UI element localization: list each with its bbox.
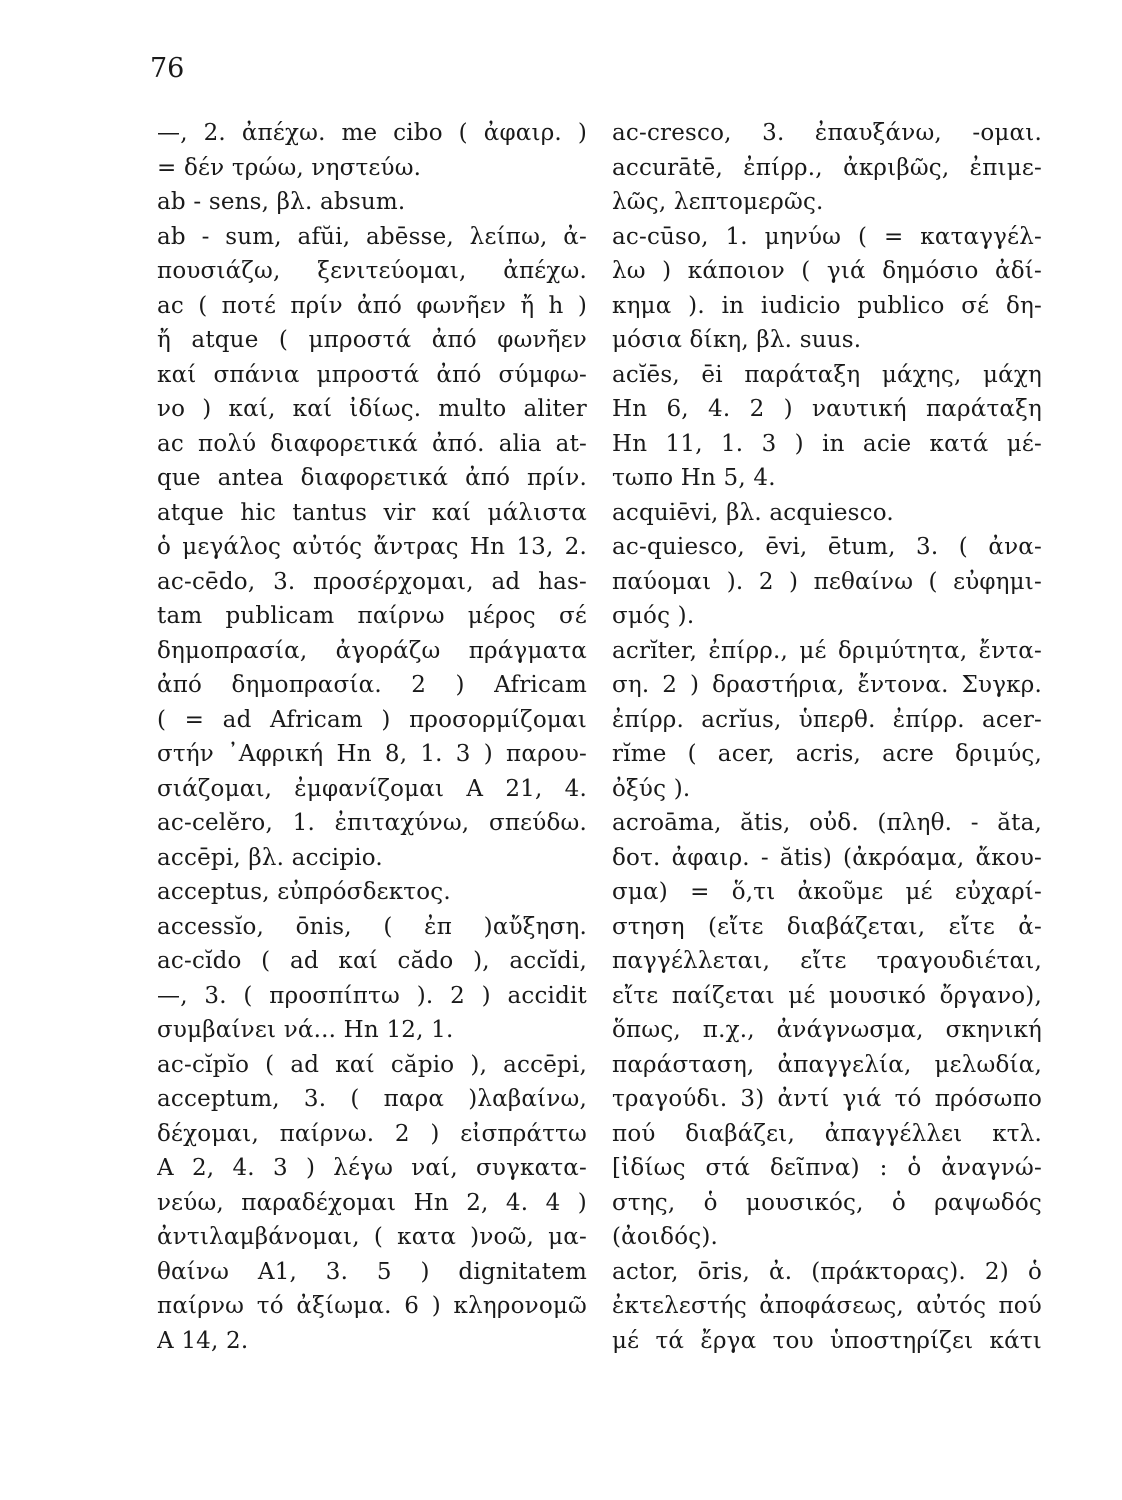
dictionary-line: πουσιάζω, ξενιτεύομαι, ἀπέχω.	[157, 258, 587, 284]
dictionary-line: acceptus, εὐπρόσδεκτος.	[157, 879, 451, 905]
dictionary-line: A 2, 4. 3 ) λέγω ναί, συγκατα-	[157, 1155, 587, 1181]
dictionary-line: ac ( ποτέ πρίν ἀπό φωνῆεν ἤ h )	[157, 292, 587, 319]
dictionary-line: acroāma, ătis, οὐδ. (πληθ. - ăta,	[612, 810, 1042, 836]
dictionary-line: acĭēs, ēi παράταξη μάχης, μάχη	[612, 361, 1042, 388]
dictionary-line: accessĭo, ōnis, ( ἐπ )αὔξηση.	[157, 913, 587, 940]
dictionary-line: acrĭter, ἐπίρρ., μέ δριμύτητα, ἔντα-	[612, 637, 1042, 664]
dictionary-line: A 14, 2.	[157, 1327, 249, 1354]
dictionary-line: παράσταση, ἀπαγγελία, μελωδία,	[612, 1051, 1042, 1078]
dictionary-line: τωπο Hn 5, 4.	[612, 465, 776, 491]
dictionary-line: ( = ad Africam ) προσορμίζομαι	[157, 706, 587, 733]
dictionary-line: ac-cresco, 3. ἐπαυξάνω, -ομαι.	[612, 120, 1042, 146]
dictionary-line: δέχομαι, παίρνω. 2 ) εἰσπράττω	[157, 1120, 587, 1147]
dictionary-line: ἀπό δημοπρασία. 2 ) Africam	[157, 672, 587, 698]
dictionary-line: ac-celĕro, 1. ἐπιταχύνω, σπεύδω.	[157, 810, 587, 836]
dictionary-line: ἀντιλαμβάνομαι, ( κατα )νοῶ, μα-	[157, 1224, 587, 1250]
dictionary-line: σμός ).	[612, 603, 695, 629]
dictionary-line: acceptum, 3. ( παρα )λαβαίνω,	[157, 1086, 587, 1112]
dictionary-line: accurātē, ἐπίρρ., ἀκριβῶς, ἐπιμε-	[612, 154, 1042, 181]
dictionary-line: ab - sens, βλ. absum.	[157, 189, 406, 215]
dictionary-line: λῶς, λεπτομερῶς.	[612, 189, 824, 215]
dictionary-line: μέ τά ἔργα του ὑποστηρίζει κάτι	[612, 1327, 1042, 1354]
dictionary-line: εἴτε παίζεται μέ μουσικό ὄργανο),	[612, 982, 1042, 1009]
dictionary-line: σμα) = ὅ,τι ἀκοῦμε μέ εὐχαρί-	[612, 879, 1042, 905]
dictionary-line: στήν ᾿Αφρική Hn 8, 1. 3 ) παρου-	[157, 741, 587, 767]
dictionary-line: παίρνω τό ἀξίωμα. 6 ) κληρονομῶ	[157, 1293, 587, 1319]
dictionary-line: ac-cēdo, 3. προσέρχομαι, ad has-	[157, 568, 587, 595]
dictionary-line: νεύω, παραδέχομαι Hn 2, 4. 4 )	[157, 1189, 587, 1216]
dictionary-line: ac-cūso, 1. μηνύω ( = καταγγέλ-	[612, 223, 1042, 250]
dictionary-line: κημα ). in iudicio publico σέ δη-	[612, 292, 1042, 319]
left-column	[157, 116, 587, 1358]
dictionary-line: Hn 6, 4. 2 ) ναυτική παράταξη	[612, 396, 1042, 422]
dictionary-line: ac-cĭdo ( ad καί cădo ), accĭdi,	[157, 948, 587, 974]
dictionary-line: [ἰδίως στά δεῖπνα) : ὁ ἀναγνώ-	[612, 1155, 1042, 1181]
dictionary-line: —, 2. ἀπέχω. me cibo ( ἀφαιρ. )	[157, 120, 587, 146]
dictionary-line: ὁ μεγάλος αὐτός ἄντρας Hn 13, 2.	[157, 534, 587, 560]
dictionary-line: actor, ōris, ἀ. (πράκτορας). 2) ὁ	[612, 1258, 1042, 1285]
dictionary-line: καί σπάνια μπροστά ἀπό σύμφω-	[157, 361, 587, 388]
dictionary-line: σιάζομαι, ἐμφανίζομαι A 21, 4.	[157, 775, 587, 802]
dictionary-line: que antea διαφορετικά ἀπό πρίν.	[157, 465, 587, 491]
dictionary-line: θαίνω A1, 3. 5 ) dignitatem	[157, 1258, 587, 1285]
dictionary-line: (ἀοιδός).	[612, 1224, 719, 1250]
right-column	[612, 116, 1042, 1358]
dictionary-line: accēpi, βλ. accipio.	[157, 844, 383, 871]
page-number: 76	[150, 53, 185, 84]
dictionary-line: στηση (εἴτε διαβάζεται, εἴτε ἀ-	[612, 913, 1042, 940]
dictionary-line: acquiēvi, βλ. acquiesco.	[612, 499, 894, 526]
dictionary-line: ση. 2 ) δραστήρια, ἔντονα. Συγκρ.	[612, 672, 1042, 698]
dictionary-line: παύομαι ). 2 ) πεθαίνω ( εὐφημι-	[612, 568, 1042, 595]
dictionary-line: atque hic tantus vir καί μάλιστα	[157, 499, 587, 526]
dictionary-line: λω ) κάποιον ( γιά δημόσιο ἀδί-	[612, 258, 1042, 284]
dictionary-line: ac-cĭpĭo ( ad καί căpio ), accēpi,	[157, 1051, 587, 1078]
dictionary-line: tam publicam παίρνω μέρος σέ	[157, 603, 587, 629]
dictionary-line: παγγέλλεται, εἴτε τραγουδιέται,	[612, 948, 1042, 974]
dictionary-line: ἐκτελεστής ἀποφάσεως, αὐτός πού	[612, 1293, 1042, 1319]
dictionary-line: ἤ atque ( μπροστά ἀπό φωνῆεν	[157, 327, 587, 353]
dictionary-line: μόσια δίκη, βλ. suus.	[612, 327, 862, 353]
dictionary-line: πού διαβάζει, ἀπαγγέλλει κτλ.	[612, 1120, 1042, 1147]
dictionary-line: —, 3. ( προσπίπτω ). 2 ) accidit	[157, 982, 587, 1009]
dictionary-line: νο ) καί, καί ἰδίως. multo aliter	[157, 396, 587, 422]
dictionary-line: δημοπρασία, ἀγοράζω πράγματα	[157, 637, 587, 664]
dictionary-line: Hn 11, 1. 3 ) in acie κατά μέ-	[612, 430, 1042, 457]
dictionary-line: στης, ὁ μουσικός, ὁ ραψωδός	[612, 1189, 1042, 1216]
dictionary-line: δοτ. ἀφαιρ. - ătis) (ἀκρόαμα, ἄκου-	[612, 844, 1042, 871]
dictionary-line: ἐπίρρ. acrĭus, ὑπερθ. ἐπίρρ. acer-	[612, 706, 1042, 733]
dictionary-line: rĭme ( acer, acris, acre δριμύς,	[612, 741, 1042, 767]
dictionary-line: ὀξύς ).	[612, 775, 691, 802]
dictionary-line: = δέν τρώω, νηστεύω.	[157, 154, 422, 181]
dictionary-line: ὅπως, π.χ., ἀνάγνωσμα, σκηνική	[612, 1017, 1042, 1043]
dictionary-line: ac πολύ διαφορετικά ἀπό. alia at-	[157, 430, 587, 457]
dictionary-line: ab - sum, afŭi, abēsse, λείπω, ἀ-	[157, 223, 587, 250]
dictionary-line: ac-quiesco, ēvi, ētum, 3. ( ἀνα-	[612, 534, 1042, 560]
dictionary-line: τραγούδι. 3) ἀντί γιά τό πρόσωπο	[612, 1086, 1042, 1112]
dictionary-line: συμβαίνει νά... Hn 12, 1.	[157, 1017, 454, 1043]
